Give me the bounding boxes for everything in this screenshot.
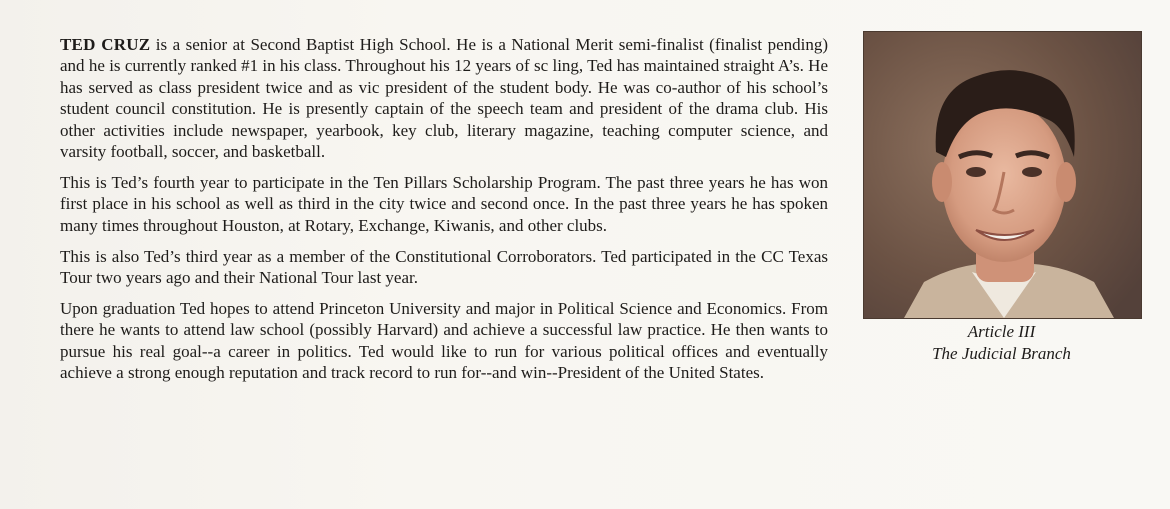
student-name: TED CRUZ [60, 35, 151, 54]
photo-caption [863, 321, 1140, 365]
portrait-photo [863, 31, 1142, 319]
caption-line-1: Article III [967, 322, 1036, 341]
bio-paragraph-3: This is also Ted’s third year as a member of the Constitutional Corroborators. Ted participated in the CC Texas Tour two years ago and their National Tour last year. [60, 246, 828, 288]
bio-paragraph-2: This is Ted’s fourth year to participate in the Ten Pillars Scholarship Program. The past three years he has won first place in his school as well as third in the city twice and second once. In the past three years he has spoken many times throughout Houston, at Rotary, Exchange, Kiwanis, and other clubs. [60, 172, 828, 235]
bio-paragraph-4: Upon graduation Ted hopes to attend Princeton University and major in Political Science and Economics. From there he wants to attend law school (possibly Harvard) and achieve a successful law practice. He then wants to pursue his real goal--a career in politics. Ted would like to run for various political offices and eventually achieve a strong enough reputation and track record to run for--and win--President of the United States. [60, 298, 828, 383]
bio-paragraph-1 [60, 34, 828, 162]
biography-text [60, 34, 828, 393]
caption-line-2: The Judicial Branch [932, 344, 1071, 363]
portrait-illustration [864, 32, 1141, 318]
bio-paragraph-1-text: is a senior at Second Baptist High School. He is a National Merit semi-finalist (finalist pending) and he is currently ranked #1 in his class. Throughout his 12 years of sc ling, Ted has maintained straight A’s. He has served as class president twice and as vic president of the student body. He was co-author of his school’s student council constitution. He is presently captain of the speech team and president of the drama club. His other activities include newspaper, yearbook, key club, literary magazine, teaching computer science, and varsity football, soccer, and basketball. [60, 35, 828, 162]
